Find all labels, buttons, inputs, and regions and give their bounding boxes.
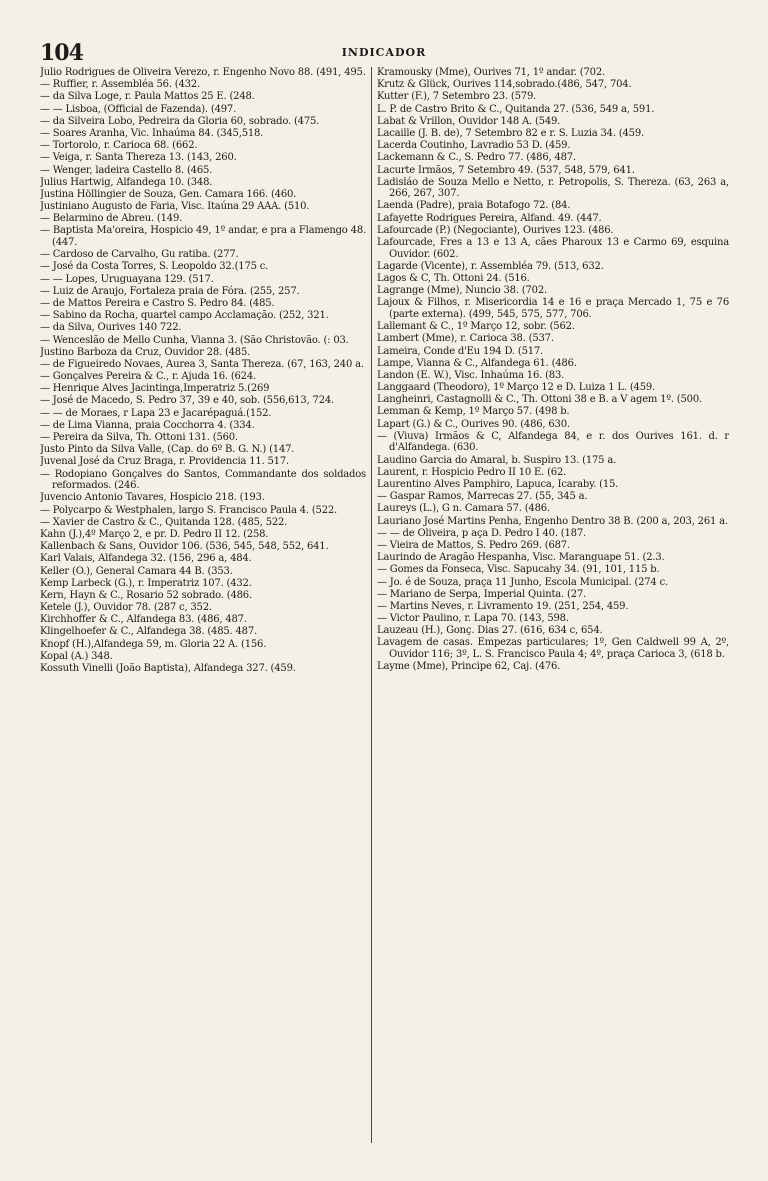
directory-entry: — — de Oliveira, p aça D. Pedro I 40. (187. <box>377 527 586 539</box>
directory-entry: Laureys (L.), G n. Camara 57. (486. <box>377 503 550 515</box>
directory-entry: Laenda (Padre), praia Botafogo 72. (84. <box>377 200 571 212</box>
directory-entry: Lacaille (J. B. de), 7 Setembro 82 e r. S. Luzia 34. (459. <box>377 127 644 139</box>
directory-entry: — Gonçalves Pereira & C., r. Ajuda 16. (624. <box>40 371 256 383</box>
directory-entry: Lagrange (Mme), Nuncio 38. (702. <box>377 285 547 297</box>
directory-entry: — José da Costa Torres, S. Leopoldo 32.(175 c. <box>40 261 269 273</box>
directory-entry: Laurent, r. Hospicio Pedro II 10 E. (62. <box>377 466 567 478</box>
directory-entry: Kemp Larbeck (G.), r. Imperatriz 107. (432. <box>40 577 252 589</box>
directory-entry: — Gomes da Fonseca, Visc. Sapucahy 34. (91, 101, 115 b. <box>377 564 660 576</box>
directory-entry: Laurentino Alves Pamphiro, Lapuca, Icaraby. (15. <box>377 479 619 490</box>
directory-entry: — Ruffier, r. Assembléa 56. (432. <box>40 79 200 91</box>
directory-entry: Lackemann & C., S. Pedro 77. (486, 487. <box>377 152 576 164</box>
directory-entry: Lapart (G.) & C., Ourives 90. (486, 630. <box>377 418 570 430</box>
directory-entry: Justiniano Augusto de Faria, Visc. Itaúna 29 AAA. (510. <box>40 201 310 213</box>
directory-entry: — Baptista Ma'oreira, Hospicio 49, 1º andar, e pra a Flamengo 48. (447. <box>40 225 366 249</box>
directory-entry: L. P. de Castro Brito & C., Quitanda 27. (536, 549 a, 591. <box>377 103 655 115</box>
directory-entry: — Rodopiano Gonçalves do Santos, Commandante dos soldados reformados. (246. <box>40 468 366 492</box>
directory-entry: — Tortorolo, r. Carioca 68. (662. <box>40 140 198 152</box>
running-title: INDICADOR <box>341 46 427 59</box>
directory-entry: Lampe, Vianna & C., Alfandega 61. (486. <box>377 357 577 369</box>
directory-entry: Lacerda Coutinho, Lavradio 53 D. (459. <box>377 140 571 152</box>
directory-entry: Lafayette Rodrigues Pereira, Alfand. 49. (447. <box>377 212 602 224</box>
directory-entry: Kramousky (Mme), Ourives 71, 1º andar. (702. <box>377 67 605 78</box>
directory-entry: — Henrique Alves Jacintinga,Imperatriz 5.(269 <box>40 383 270 395</box>
directory-entry: — — Lopes, Uruguayana 129. (517. <box>40 273 214 285</box>
right-column <box>377 67 729 1145</box>
directory-entry: Justo Pinto da Silva Valle, (Cap. do 6º B. G. N.) (147. <box>40 444 295 456</box>
directory-entry: — José de Macedo, S. Pedro 37, 39 e 40, sob. (556,613, 724. <box>40 395 335 407</box>
directory-entry: — Mariano de Serpa, Imperial Quinta. (27. <box>377 588 587 600</box>
directory-entry: — Martins Neves, r. Livramento 19. (251, 254, 459. <box>377 600 629 612</box>
directory-entry: Lauriano José Martins Penha, Engenho Dentro 38 B. (200 a, 203, 261 a. <box>377 515 728 527</box>
directory-entry: — Belarmino de Abreu. (149. <box>40 213 183 225</box>
directory-entry: Langgaard (Theodoro), 1º Março 12 e D. Luiza 1 L. (459. <box>377 382 655 394</box>
directory-entry: Juvencio Antonio Tavares, Hospicio 218. (193. <box>40 492 265 504</box>
directory-entry: Langheinri, Castagnolli & C., Th. Ottoni 38 e B. a V agem 1º. (500. <box>377 394 702 406</box>
directory-entry: — Sabino da Rocha, quartel campo Acclamação. (252, 321. <box>40 310 329 322</box>
directory-entry: Lallemant & C., 1º Março 12, sobr. (562. <box>377 321 575 333</box>
directory-entry: Kallenbach & Sans, Ouvidor 106. (536, 545, 548, 552, 641. <box>40 541 329 553</box>
directory-entry: — de Figueiredo Novaes, Aurea 3, Santa Thereza. (67, 163, 240 a. <box>40 358 364 370</box>
directory-entry: Julio Rodrigues de Oliveira Verezo, r. Engenho Novo 88. (491, 495. <box>40 67 366 78</box>
directory-entry: Karl Valais, Alfandega 32. (156, 296 a, 484. <box>40 553 252 565</box>
directory-entry: — Xavier de Castro & C., Quitanda 128. (485, 522. <box>40 516 288 528</box>
directory-entry: — Cardoso de Carvalho, Gu ratiba. (277. <box>40 249 239 261</box>
directory-entry: Kossuth Vinelli (João Baptista), Alfandega 327. (459. <box>40 663 296 674</box>
directory-entry: Julius Hartwig, Alfandega 10. (348. <box>40 176 213 188</box>
directory-entry: Labat & Vrillon, Ouvidor 148 A. (549. <box>377 115 561 127</box>
directory-entry: — Gaspar Ramos, Marrecas 27. (55, 345 a. <box>377 491 588 503</box>
directory-entry: Juvenal José da Cruz Braga, r. Providencia 11. 517. <box>40 456 289 468</box>
directory-entry: — Pereira da Silva, Th. Ottoni 131. (560. <box>40 432 238 444</box>
directory-entry: — de Mattos Pereira e Castro S. Pedro 84. (485. <box>40 297 275 309</box>
directory-entry: Krutz & Glück, Ourives 114,sobrado.(486, 547, 704. <box>377 79 632 91</box>
directory-entry: Lameira, Conde d'Eu 194 D. (517. <box>377 345 544 357</box>
page-number: 104 <box>40 40 83 66</box>
directory-entry: — Veiga, r. Santa Thereza 13. (143, 260. <box>40 152 237 164</box>
directory-entry: Justino Barboza da Cruz, Ouvidor 28. (485. <box>40 346 251 358</box>
page-header <box>40 40 728 66</box>
left-column <box>40 67 368 1145</box>
directory-entry: — Jo. é de Souza, praça 11 Junho, Escola Municipal. (274 c. <box>377 576 668 588</box>
directory-entry: Knopf (H.),Alfandega 59, m. Gloria 22 A. (156. <box>40 638 267 650</box>
directory-entry: Lambert (Mme), r. Carioca 38. (537. <box>377 333 554 345</box>
directory-entry: — Wenceslão de Mello Cunha, Vianna 3. (São Christovão. (: 03. <box>40 334 349 346</box>
directory-entry: Kern, Hayn & C., Rosario 52 sobrado. (486. <box>40 589 252 601</box>
directory-entry: — da Silva, Ourives 140 722. <box>40 322 182 334</box>
directory-entry: Laurindo de Aragão Hespanha, Visc. Maranguape 51. (2.3. <box>377 552 665 564</box>
directory-entry: — Polycarpo & Westphalen, largo S. Francisco Paula 4. (522. <box>40 504 337 516</box>
directory-entry: — Soares Aranha, Vic. Inhaúma 84. (345,518. <box>40 127 264 139</box>
directory-entry: — — Lisboa, (Official de Fazenda). (497. <box>40 103 237 115</box>
directory-entry: — da Silva Loge, r. Paula Mattos 25 E. (248. <box>40 91 255 103</box>
directory-entry: Keller (O.), General Camara 44 B. (353. <box>40 565 233 577</box>
directory-entry: Lagos & C, Th. Ottoni 24. (516. <box>377 273 530 284</box>
directory-entry: Kutter (F.), 7 Setembro 23. (579. <box>377 91 537 103</box>
directory-entry: Klingelhoefer & C., Alfandega 38. (485. 487. <box>40 626 257 638</box>
directory-entry: Layme (Mme), Principe 62, Caj. (476. <box>377 661 561 673</box>
directory-entry: Lafourcade, Fres a 13 e 13 A, cães Pharoux 13 e Carmo 69, esquina Ouvidor. (602. <box>377 237 729 260</box>
directory-entry: Kahn (J.),4º Março 2, e pr. D. Pedro II 12. (258. <box>40 528 269 540</box>
directory-entry: Lajoux & Filhos, r. Misericordia 14 e 16 e praça Mercado 1, 75 e 76 (parte externa). (499, 545, 575, 577, 706. <box>377 297 729 320</box>
directory-entry: Kopal (A.) 348. <box>40 650 113 662</box>
directory-entry: — de Lima Vianna, praia Cocchorra 4. (334. <box>40 419 255 431</box>
directory-entry: — (Viuva) Irmãos & C, Alfandega 84, e r. dos Ourives 161. d. r d'Alfandega. (630. <box>377 430 729 454</box>
directory-entry: Lacurte Irmãos, 7 Setembro 49. (537, 548, 579, 641. <box>377 164 635 176</box>
directory-entry: — Wenger, ladeira Castello 8. (465. <box>40 164 213 176</box>
column-divider <box>371 67 372 1143</box>
directory-entry: Laudino Garcia do Amaral, b. Suspiro 13. (175 a. <box>377 454 617 466</box>
directory-entry: Lagarde (Vicente), r. Assembléa 79. (513, 632. <box>377 260 604 272</box>
directory-entry: Justina Höllingier de Souza, Gen. Camara 166. (460. <box>40 188 297 200</box>
directory-entry: — da Silveira Lobo, Pedreira da Gloria 60, sobrado. (475. <box>40 115 320 127</box>
directory-entry: Landon (E. W.), Visc. Inhaúma 16. (83. <box>377 369 565 381</box>
directory-entry: — — de Moraes, r Lapa 23 e Jacarépaguá.(152. <box>40 407 272 419</box>
directory-entry: Lemman & Kemp, 1º Março 57. (498 b. <box>377 406 570 418</box>
directory-entry: — Luiz de Araujo, Fortaleza praia de Fóra. (255, 257. <box>40 285 300 297</box>
directory-entry: Lavagem de casas. Empezas particulares; 1º, Gen Caldwell 99 A, 2º, Ouvidor 116; 3º, L. S. Francisco Paula 4; 4º, praça Carioca 3, (618 b. <box>377 637 729 661</box>
directory-entry: Ladisláo de Souza Mello e Netto, r. Petropolis, S. Thereza. (63, 263 a, 266, 267, 307. <box>377 176 729 200</box>
directory-entry: Lauzeau (H.), Gonç. Dias 27. (616, 634 c, 654. <box>377 625 603 637</box>
directory-entry: Ketele (J.), Ouvidor 78. (287 c, 352. <box>40 602 212 614</box>
directory-entry: Kirchhoffer & C., Alfandega 83. (486, 487. <box>40 614 247 626</box>
directory-entry: — Victor Paulino, r. Lapa 70. (143, 598. <box>377 613 569 625</box>
directory-entry: Lafourcade (P.) (Negociante), Ourives 123. (486. <box>377 224 614 236</box>
directory-entry: — Vieira de Mattos, S. Pedro 269. (687. <box>377 539 570 551</box>
